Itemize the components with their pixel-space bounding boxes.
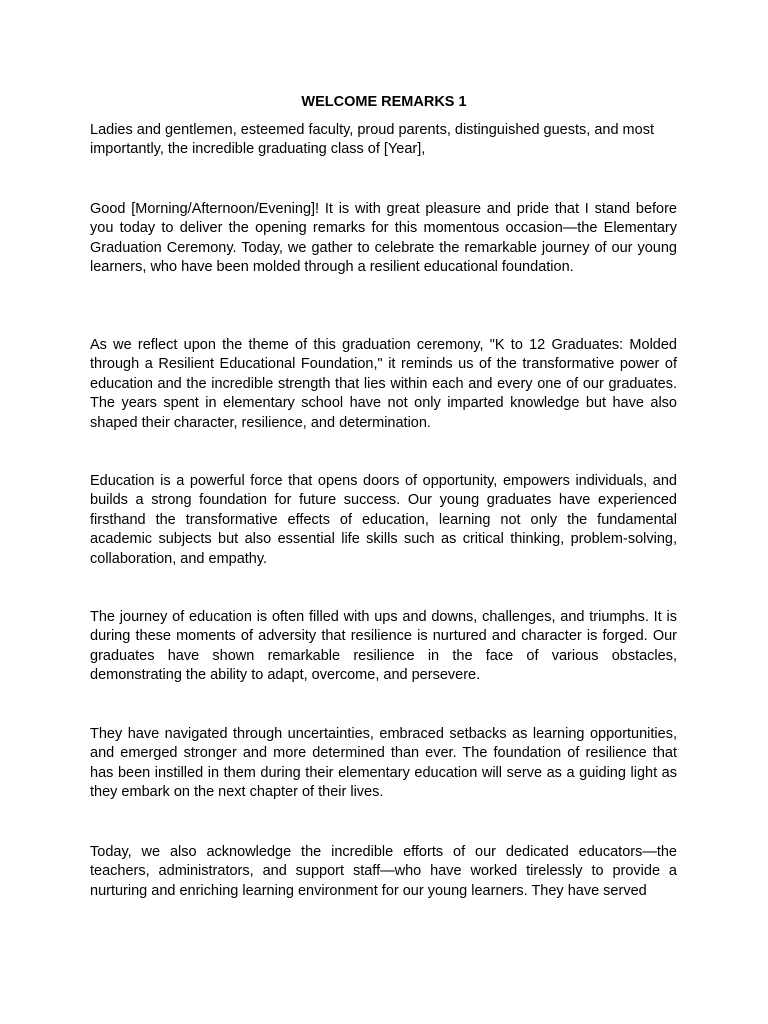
paragraph-resilience: They have navigated through uncertainties, embraced setbacks as learning opportunities, and emerged stronger and more determined than ever. The foundation of resilience that has been instilled in them during their elementary education will serve as a guiding light as they embark on the next chapter of their lives. bbox=[90, 726, 677, 801]
paragraph-greeting: Ladies and gentlemen, esteemed faculty, proud parents, distinguished guests, and most importantly, the incredible graduating class of [Year], bbox=[90, 122, 654, 158]
paragraph-journey: The journey of education is often filled with ups and downs, challenges, and triumphs. It is during these moments of adversity that resilience is nurtured and character is forged. Our graduates have shown remarkable resilience in the face of various obstacles, demonstrating the ability to adapt, overcome, and persevere. bbox=[90, 609, 677, 684]
document-title: WELCOME REMARKS 1 bbox=[301, 94, 467, 110]
paragraph-opening: Good [Morning/Afternoon/Evening]! It is with great pleasure and pride that I stand before you today to deliver the opening remarks for this momentous occasion—the Elementary Graduation Ceremony. Today, we gather to celebrate the remarkable journey of our young learners, who have been molded through a resilient educational foundation. bbox=[90, 201, 677, 276]
paragraph-education: Education is a powerful force that opens doors of opportunity, empowers individuals, and builds a strong foundation for future success. Our young graduates have experienced firsthand the transformative effects of education, learning not only the fundamental academic subjects but also essential life skills such as critical thinking, problem-solving, collaboration, and empathy. bbox=[90, 473, 677, 567]
paragraph-theme: As we reflect upon the theme of this graduation ceremony, "K to 12 Graduates: Molded through a Resilient Educational Foundation," it reminds us of the transformative power of education and the incredible strength that lies within each and every one of our graduates. The years spent in elementary school have not only imparted knowledge but have also shaped their character, resilience, and determination. bbox=[90, 337, 677, 431]
paragraph-educators: Today, we also acknowledge the incredible efforts of our dedicated educators—the teachers, administrators, and support staff—who have worked tirelessly to provide a nurturing and enriching learning environment for our young learners. They have served bbox=[90, 844, 677, 899]
